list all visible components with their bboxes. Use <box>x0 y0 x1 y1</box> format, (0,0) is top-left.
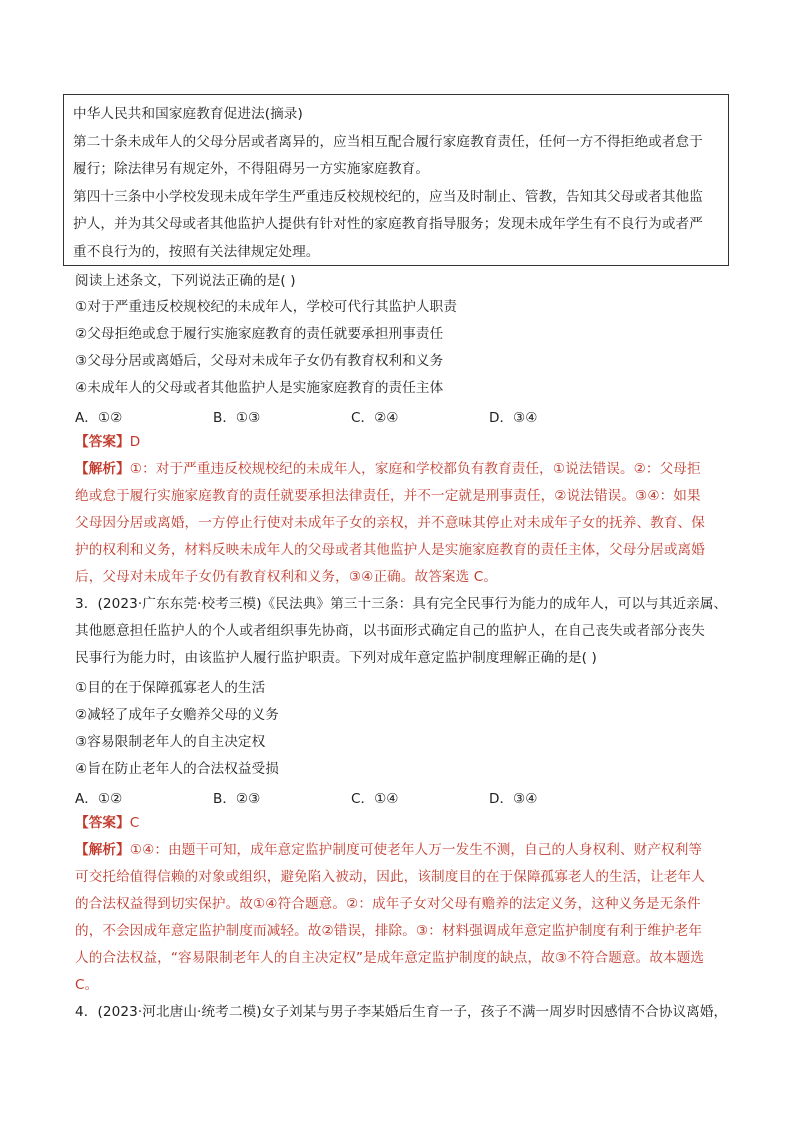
option-b: B．②③ <box>213 791 261 807</box>
option-a: A．①② <box>75 410 123 426</box>
option-d: D．③④ <box>489 791 538 807</box>
analysis-label: 【解析】 <box>75 842 130 858</box>
q2-item: ④未成年人的父母或者其他监护人是实施家庭教育的责任主体 <box>75 380 444 396</box>
option-d: D．③④ <box>489 410 538 426</box>
analysis-label: 【解析】 <box>75 461 130 477</box>
q3-answer <box>75 814 139 832</box>
answer-value: D <box>129 434 141 450</box>
q2-item: ③父母分居或离婚后，父母对未成年子女仍有教育权利和义务 <box>75 353 444 369</box>
q2-analysis-line: 绝或怠于履行实施家庭教育的责任就要承担法律责任，并不一定就是刑事责任，②说法错误。③④：如果 <box>75 488 701 504</box>
material-box <box>63 94 729 266</box>
q2-item: ①对于严重违反校规校纪的未成年人，学校可代行其监护人职责 <box>75 299 458 315</box>
q2-item: ②父母拒绝或怠于履行实施家庭教育的责任就要承担刑事责任 <box>75 326 444 342</box>
q2-analysis-line: 护的权利和义务，材料反映未成年人的父母或者其他监护人是实施家庭教育的责任主体，父母分居或离婚 <box>75 542 705 558</box>
q3-item: ④旨在防止老年人的合法权益受损 <box>75 761 279 777</box>
answer-value: C <box>129 815 140 831</box>
q3-stem-line: 民事行为能力时，由该监护人履行监护职责。下列对成年意定监护制度理解正确的是( ) <box>75 650 597 666</box>
q3-analysis-line: 的，不会因成年意定监护制度而减轻。故②错误，排除。③：材料强调成年意定监护制度有利于维护老年 <box>75 923 703 939</box>
q3-item: ②减轻了成年子女赡养父母的义务 <box>75 707 279 723</box>
material-line: 护人，并为其父母或者其他监护人提供有针对性的家庭教育指导服务；发现未成年学生有不良行为或者严 <box>73 216 703 232</box>
q3-analysis-line: 的合法权益得到切实保护。故①④符合题意。②：成年子女对父母有赡养的法定义务，这种义务是无条件 <box>75 896 701 912</box>
q2-options <box>75 406 627 426</box>
q3-options <box>75 787 627 807</box>
q2-answer <box>75 433 140 451</box>
answer-label: 【答案】 <box>75 434 130 450</box>
material-line: 履行；除法律另有规定外，不得阻碍另一方实施家庭教育。 <box>73 161 430 177</box>
q2-analysis-line: 父母因分居或离婚，一方停止行使对未成年子女的亲权，并不意味其停止对未成年子女的抚养、教育、保 <box>75 515 705 531</box>
q3-analysis-line: 【解析】①④：由题干可知，成年意定监护制度可使老年人万一发生不测，自己的人身权利、财产权利等 <box>75 842 703 858</box>
material-title: 中华人民共和国家庭教育促进法(摘录) <box>73 106 303 122</box>
option-c: C．①④ <box>351 791 399 807</box>
option-a: A．①② <box>75 791 123 807</box>
q3-stem-line: 3．(2023·广东东莞·校考三模)《民法典》第三十三条：具有完全民事行为能力的成年人，可以与其近亲属、 <box>75 596 728 612</box>
q3-analysis-line: 人的合法权益，“容易限制老年人的自主决定权”是成年意定监护制度的缺点，故③不符合题意。故本题选 <box>75 950 705 966</box>
q4-stem: 4．(2023·河北唐山·统考二模)女子刘某与男子李某婚后生育一子，孩子不满一周岁时因感情不合协议离婚， <box>75 1004 728 1020</box>
q3-analysis-line: 可交托给值得信赖的对象或组织，避免陷入被动，因此，该制度目的在于保障孤寡老人的生活，让老年人 <box>75 869 705 885</box>
q3-item: ③容易限制老年人的自主决定权 <box>75 734 266 750</box>
q3-analysis-line: C。 <box>75 977 99 993</box>
material-line: 第四十三条中小学校发现未成年学生严重违反校规校纪的，应当及时制止、管教，告知其父母或者其他监 <box>73 188 703 205</box>
q2-analysis-line: 【解析】①：对于严重违反校规校纪的未成年人，家庭和学校都负有教育责任，①说法错误。②：父母拒 <box>75 461 701 477</box>
material-line: 第二十条未成年人的父母分居或者离异的，应当相互配合履行家庭教育责任，任何一方不得拒绝或者怠于 <box>73 133 703 150</box>
q2-stem: 阅读上述条文，下列说法正确的是( ) <box>75 273 296 289</box>
q2-analysis-line: 后，父母对未成年子女仍有教育权利和义务，③④正确。故答案选 C。 <box>75 569 498 585</box>
option-c: C．②④ <box>351 410 399 426</box>
answer-label: 【答案】 <box>75 815 130 831</box>
material-line: 重不良行为的，按照有关法律规定处理。 <box>73 243 320 260</box>
option-b: B．①③ <box>213 410 261 426</box>
q3-stem-line: 其他愿意担任监护人的个人或者组织事先协商，以书面形式确定自己的监护人，在自己丧失或者部分丧失 <box>75 623 705 639</box>
q3-item: ①目的在于保障孤寡老人的生活 <box>75 680 266 696</box>
